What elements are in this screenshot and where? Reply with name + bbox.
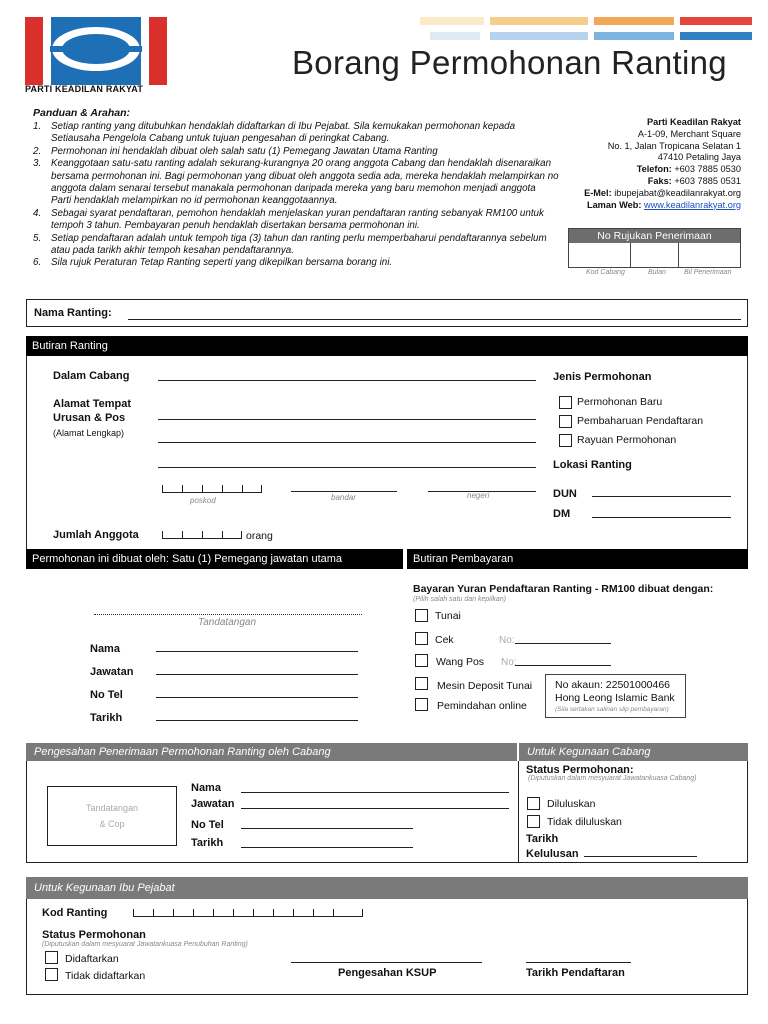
nama-ranting-input[interactable] [128, 319, 741, 320]
jumlah-anggota-label: Jumlah Anggota [53, 529, 139, 541]
address-line: A-1-09, Merchant Square [637, 128, 741, 139]
rujukan-field[interactable] [569, 243, 740, 267]
stripe [490, 32, 588, 40]
pemindahan-label: Pemindahan online [437, 700, 527, 712]
kod-ranting-input[interactable] [133, 910, 363, 917]
butiran-ranting-box [26, 356, 748, 550]
guide-heading: Panduan & Arahan: [33, 107, 131, 119]
ibu-status-note: (Diputuskan dalam mesyuarat Jawatankuasa Penubuhan Ranting) [42, 941, 248, 948]
alamat-label-1: Alamat Tempat [53, 398, 132, 410]
cabang-status-note: (Diputuskan dalam mesyuarat Jawatankuasa Cabang) [528, 775, 697, 782]
tick [182, 531, 183, 538]
tick [313, 909, 314, 916]
cabang-jawatan-label: Jawatan [191, 798, 235, 810]
telefon-value: +603 7885 0530 [674, 164, 741, 175]
tandatangan-line[interactable] [94, 614, 362, 615]
tick [193, 909, 194, 916]
bandar-input[interactable] [291, 491, 397, 492]
logo-eye-bar [50, 46, 142, 52]
pemohon-notel-label: No Tel [90, 689, 123, 701]
stamp-text-1: Tandatangan [85, 803, 139, 813]
tarikh-pendaftaran-label: Tarikh Pendaftaran [526, 967, 625, 979]
cabang-notel-label: No Tel [191, 819, 224, 831]
pembaharuan-checkbox[interactable] [559, 415, 572, 428]
pemohon-jawatan-input[interactable] [156, 674, 358, 675]
pembayaran-note: (Pilih salah satu dan kepilkan) [413, 596, 506, 603]
alamat-label-2: Urusan & Pos [53, 412, 126, 424]
pemohon-tarikh-input[interactable] [156, 720, 358, 721]
akaun-number: No akaun: 22501000466 [555, 679, 671, 691]
didaftarkan-label: Didaftarkan [65, 953, 119, 965]
alamat-input-2[interactable] [158, 442, 536, 443]
permohonan-baru-checkbox[interactable] [559, 396, 572, 409]
tunai-label: Tunai [435, 610, 461, 622]
page-title: Borang Permohonan Ranting [292, 44, 727, 81]
dalam-cabang-label: Dalam Cabang [53, 370, 130, 382]
akaun-box [545, 674, 686, 718]
web-label: Laman Web: [586, 199, 642, 210]
rayuan-checkbox[interactable] [559, 434, 572, 447]
guide-item [33, 257, 568, 269]
cek-checkbox[interactable] [415, 632, 428, 645]
pengesahan-ksup-label: Pengesahan KSUP [338, 967, 437, 979]
tick [182, 485, 183, 492]
faks-label: Faks: [647, 175, 672, 186]
cabang-nama-input[interactable] [241, 792, 509, 793]
address-name: Parti Keadilan Rakyat [647, 117, 741, 127]
pemohon-tarikh-label: Tarikh [90, 712, 123, 724]
guide-item [33, 158, 568, 208]
tick [241, 531, 242, 538]
alamat-note: (Alamat Lengkap) [53, 428, 125, 438]
cabang-status-label: Status Permohonan: [526, 764, 634, 776]
stripe [594, 17, 674, 25]
pemohon-nama-label: Nama [90, 643, 120, 655]
diluluskan-label: Diluluskan [547, 798, 596, 810]
pengesahan-ksup-input[interactable] [291, 962, 482, 963]
cabang-jawatan-input[interactable] [241, 808, 509, 809]
cabang-tarikh-label: Tarikh [191, 837, 224, 849]
permohonan-baru-label: Permohonan Baru [577, 396, 663, 408]
guide-item-num: 4. [33, 207, 42, 219]
pembayaran-header: Butiran Pembayaran [407, 549, 748, 569]
wangpos-no-input[interactable] [515, 665, 611, 666]
ibu-pejabat-header: Untuk Kegunaan Ibu Pejabat [26, 877, 748, 899]
jenis-permohonan-label: Jenis Permohonan [553, 371, 652, 383]
wangpos-label: Wang Pos [436, 656, 485, 668]
tick [273, 909, 274, 916]
guide-line: Setiap ranting yang ditubuhkan hendaklah didaftarkan di Ibu Pejabat. Sila kemukakan permohonan kepada [51, 121, 516, 132]
negeri-caption: negeri [467, 491, 490, 500]
logo-org-name: PARTI KEADILAN RAKYAT [25, 84, 144, 94]
tick [162, 485, 163, 492]
pemindahan-checkbox[interactable] [415, 698, 428, 711]
tick [202, 531, 203, 538]
tick [253, 909, 254, 916]
address-line: 47410 Petaling Jaya [657, 152, 741, 163]
tick [133, 909, 134, 916]
akaun-bank: Hong Leong Islamic Bank [555, 692, 675, 704]
stripe [680, 32, 752, 40]
pemohon-header: Permohonan ini dibuat oleh: Satu (1) Pemegang jawatan utama [26, 549, 403, 569]
kegunaan-cabang-header: Untuk Kegunaan Cabang [519, 743, 748, 761]
address-email [584, 188, 741, 200]
guide-line: Permohonan ini hendaklah dibuat oleh salah satu (1) Pemegang Jawatan Utama Ranting [51, 145, 438, 157]
cabang-tarikh-input[interactable] [241, 847, 413, 848]
address-line: No. 1, Jalan Tropicana Selatan 1 [607, 140, 741, 151]
akaun-note: (Sila sertakan salinan slip pembayaran) [555, 706, 669, 713]
guide-item-num: 6. [33, 257, 42, 269]
guide-line: Keanggotaan satu-satu ranting adalah sekurang-kurangnya 20 orang anggota Cabang dan hendaklah disenaraikan [51, 158, 552, 170]
poskod-input[interactable] [162, 486, 262, 493]
tick [222, 531, 223, 538]
party-logo-icon [25, 17, 167, 85]
guide-line: Sila rujuk Peraturan Tetap Ranting seperti yang dikepilkan bersama borang ini. [51, 257, 393, 269]
tunai-checkbox[interactable] [415, 609, 428, 622]
cabang-nama-label: Nama [191, 782, 221, 794]
tick [261, 485, 262, 492]
guide-line: anggota dalam senarai tersebut manakala permohonan daripada mereka yang baru memohon menjadi anggota [51, 183, 536, 195]
email-value[interactable]: ibupejabat@keadilanrakyat.org [614, 187, 741, 198]
pemohon-jawatan-label: Jawatan [90, 666, 134, 678]
mesin-deposit-checkbox[interactable] [415, 677, 428, 690]
address-web [584, 200, 741, 212]
pengesahan-cabang-header: Pengesahan Penerimaan Permohonan Ranting oleh Cabang [26, 743, 517, 761]
dun-input[interactable] [592, 496, 731, 497]
tick [153, 909, 154, 916]
pemohon-nama-input[interactable] [156, 651, 358, 652]
stripe [680, 17, 752, 25]
stripe [430, 32, 480, 40]
butiran-ranting-header: Butiran Ranting [26, 336, 748, 356]
bandar-caption: bandar [331, 493, 356, 502]
rujukan-divider [678, 243, 679, 267]
address-faks [584, 176, 741, 188]
diluluskan-checkbox[interactable] [527, 797, 540, 810]
stripe [420, 17, 484, 25]
stamp-box[interactable] [47, 786, 177, 846]
party-logo [25, 17, 167, 96]
guide-item-num: 2. [33, 145, 42, 157]
cabang-notel-input[interactable] [241, 828, 413, 829]
tick [162, 531, 163, 538]
address-block [584, 117, 741, 211]
stamp-text-2: & Cop [99, 819, 125, 829]
web-link[interactable]: www.keadilanrakyat.org [643, 199, 741, 210]
pembayaran-title: Bayaran Yuran Pendaftaran Ranting - RM100 dibuat dengan: [413, 583, 714, 595]
wangpos-no-label: No: [501, 657, 517, 668]
tidak-didaftarkan-label: Tidak didaftarkan [65, 970, 146, 982]
tick [202, 485, 203, 492]
guide-list [33, 121, 568, 270]
nama-ranting-box [26, 299, 748, 327]
tandatangan-caption: Tandatangan [198, 617, 257, 628]
tarikh-pendaftaran-input[interactable] [526, 962, 631, 963]
guide-item [33, 146, 568, 158]
guide-line: Setiausaha Pengelola Cabang untuk tujuan pengesahan di peringkat Cabang. [51, 133, 390, 145]
cek-no-input[interactable] [515, 643, 611, 644]
wangpos-checkbox[interactable] [415, 654, 428, 667]
cek-no-label: No: [499, 635, 515, 646]
tick [222, 485, 223, 492]
guide-item [33, 233, 568, 258]
orang-label: orang [246, 530, 273, 542]
didaftarkan-checkbox[interactable] [45, 951, 58, 964]
guide-item [33, 208, 568, 233]
tidak-didaftarkan-checkbox[interactable] [45, 968, 58, 981]
guide-line: tempoh 3 tahun. Pembayaran penuh hendaklah disertakan bersama permohonan ini. [51, 220, 420, 232]
color-stripes [390, 17, 752, 43]
tick [333, 909, 334, 916]
pemohon-notel-input[interactable] [156, 697, 358, 698]
rujukan-box [568, 228, 741, 268]
alamat-input-1[interactable] [158, 419, 536, 420]
cabang-kelulusan-label: Kelulusan [526, 848, 579, 860]
ibu-status-label: Status Permohonan [42, 929, 146, 941]
tidak-diluluskan-label: Tidak diluluskan [547, 816, 622, 828]
cabang-divider [518, 761, 519, 862]
guide-line: bersama permohonan ini. Bagi permohonan yang dibuat oleh anggota sedia ada, mereka hendaklah melampirkan no [51, 170, 559, 182]
tick [293, 909, 294, 916]
tick [233, 909, 234, 916]
rujukan-sub-bulan: Bulan [648, 269, 666, 276]
tick [173, 909, 174, 916]
guide-item [33, 121, 568, 146]
dm-input[interactable] [592, 517, 731, 518]
rujukan-divider [630, 243, 631, 267]
dun-label: DUN [553, 488, 577, 500]
stripe [594, 32, 674, 40]
rujukan-sub-kod: Kod Cabang [586, 269, 625, 276]
pembaharuan-label: Pembaharuan Pendaftaran [577, 415, 704, 427]
telefon-label: Telefon: [636, 164, 672, 175]
dm-label: DM [553, 508, 571, 520]
lokasi-ranting-label: Lokasi Ranting [553, 459, 632, 471]
email-label: E-Mel: [584, 187, 612, 198]
guide-line: Sebagai syarat pendaftaran, pemohon hendaklah menjelaskan yuran pendaftaran ranting sebanyak RM100 untuk [51, 207, 544, 219]
guide-item-num: 5. [33, 232, 42, 244]
kod-ranting-label: Kod Ranting [42, 907, 108, 919]
tick [242, 485, 243, 492]
tick [213, 909, 214, 916]
guide-line: Setiap pendaftaran adalah untuk tempoh tiga (3) tahun dan ranting perlu memperbaharui pendaftarannya sebelum [51, 232, 547, 244]
guide-item-num: 3. [33, 158, 42, 170]
nama-ranting-label: Nama Ranting: [34, 307, 112, 319]
stripe [490, 17, 588, 25]
cabang-tarikh-kelulusan-label: Tarikh [526, 833, 559, 845]
jumlah-anggota-input[interactable] [162, 532, 242, 539]
rujukan-title: No Rujukan Penerimaan [569, 229, 740, 243]
address-telefon [584, 164, 741, 176]
cabang-kelulusan-input[interactable] [584, 856, 697, 857]
rayuan-label: Rayuan Permohonan [577, 434, 677, 446]
guide-line: Parti hendaklah melampirkan no id permohonan keanggotaannya. [51, 195, 338, 207]
tick [362, 909, 363, 916]
rujukan-sub-bil: Bil Penerimaan [684, 269, 732, 276]
guide-item-num: 1. [33, 121, 42, 132]
faks-value: +603 7885 0531 [674, 175, 741, 186]
dalam-cabang-input[interactable] [158, 380, 536, 381]
cek-label: Cek [435, 634, 454, 646]
mesin-deposit-label: Mesin Deposit Tunai [437, 680, 533, 692]
tidak-diluluskan-checkbox[interactable] [527, 815, 540, 828]
alamat-input-3[interactable] [158, 467, 536, 468]
guide-line: atau pada tarikh akhir tempoh kesahan pendaftarannya. [51, 245, 294, 257]
poskod-caption: poskod [190, 496, 216, 505]
